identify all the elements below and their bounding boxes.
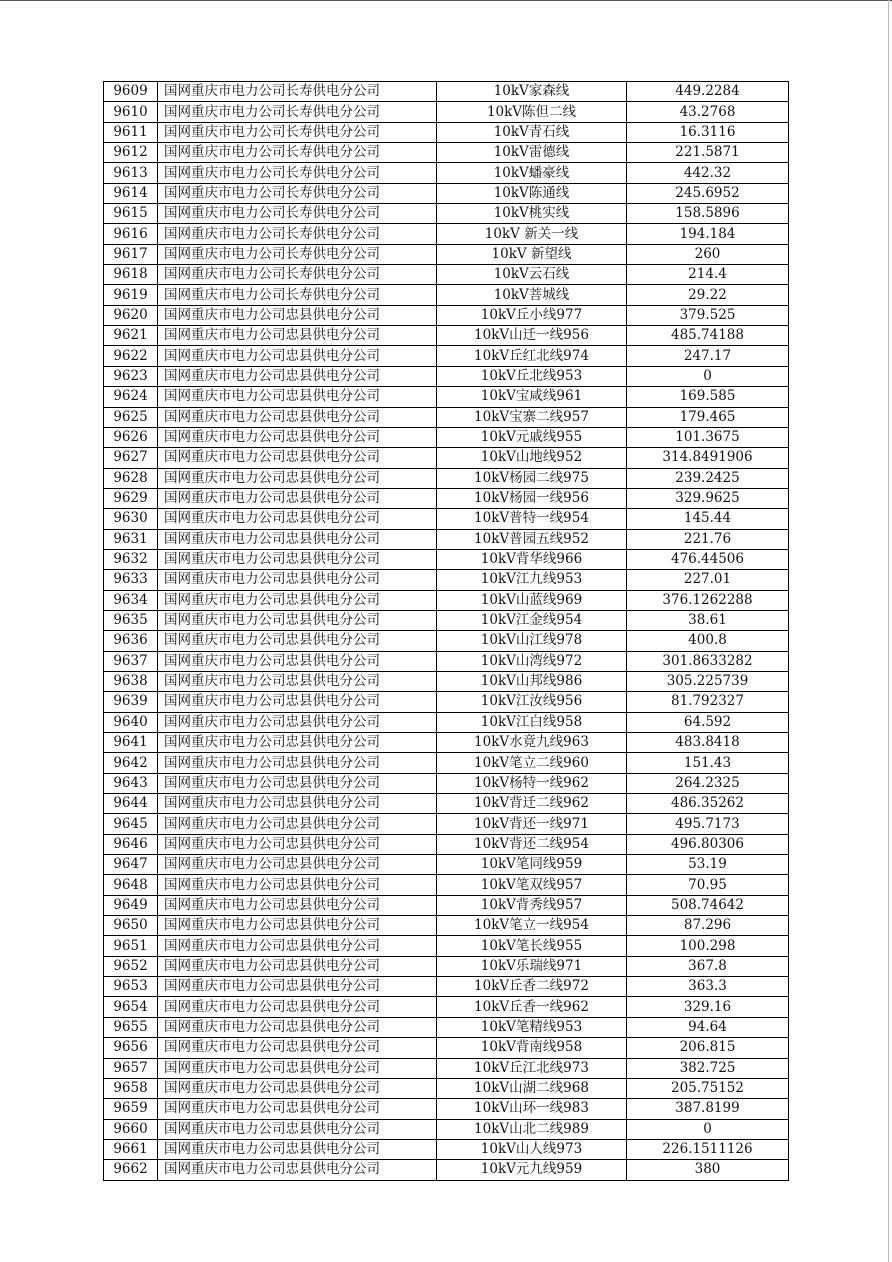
table-row	[104, 875, 789, 895]
row-number-cell: 9610	[104, 102, 158, 122]
line-value-cell: 101.3675	[627, 427, 789, 447]
table-row	[104, 285, 789, 305]
line-name-cell: 10kV家森线	[437, 82, 627, 102]
line-value-cell: 476.44506	[627, 549, 789, 569]
line-name-cell: 10kV杨特一线962	[437, 773, 627, 793]
company-name-cell: 国网重庆市电力公司忠县供电分公司	[158, 651, 437, 671]
company-name-cell: 国网重庆市电力公司忠县供电分公司	[158, 916, 437, 936]
row-number-cell: 9661	[104, 1139, 158, 1159]
row-number-cell: 9631	[104, 529, 158, 549]
company-name-cell: 国网重庆市电力公司忠县供电分公司	[158, 671, 437, 691]
table-row	[104, 895, 789, 915]
company-name-cell: 国网重庆市电力公司忠县供电分公司	[158, 590, 437, 610]
table-row	[104, 794, 789, 814]
line-name-cell: 10kV山北二线989	[437, 1119, 627, 1139]
company-name-cell: 国网重庆市电力公司忠县供电分公司	[158, 427, 437, 447]
line-value-cell: 449.2284	[627, 82, 789, 102]
line-value-cell: 53.19	[627, 855, 789, 875]
row-number-cell: 9616	[104, 224, 158, 244]
table-row	[104, 1119, 789, 1139]
line-name-cell: 10kV 新关一线	[437, 224, 627, 244]
line-value-cell: 87.296	[627, 916, 789, 936]
line-value-cell: 94.64	[627, 1017, 789, 1037]
company-name-cell: 国网重庆市电力公司忠县供电分公司	[158, 468, 437, 488]
row-number-cell: 9645	[104, 814, 158, 834]
table-row	[104, 631, 789, 651]
row-number-cell: 9632	[104, 549, 158, 569]
company-name-cell: 国网重庆市电力公司忠县供电分公司	[158, 448, 437, 468]
row-number-cell: 9652	[104, 956, 158, 976]
row-number-cell: 9642	[104, 753, 158, 773]
row-number-cell: 9647	[104, 855, 158, 875]
line-value-cell: 486.35262	[627, 794, 789, 814]
row-number-cell: 9658	[104, 1078, 158, 1098]
row-number-cell: 9659	[104, 1099, 158, 1119]
company-name-cell: 国网重庆市电力公司忠县供电分公司	[158, 610, 437, 630]
row-number-cell: 9615	[104, 204, 158, 224]
row-number-cell: 9625	[104, 407, 158, 427]
line-name-cell: 10kV元戚线955	[437, 427, 627, 447]
line-value-cell: 496.80306	[627, 834, 789, 854]
company-name-cell: 国网重庆市电力公司长寿供电分公司	[158, 82, 437, 102]
table-row	[104, 163, 789, 183]
line-name-cell: 10kV桃实线	[437, 204, 627, 224]
company-name-cell: 国网重庆市电力公司忠县供电分公司	[158, 326, 437, 346]
table-row	[104, 143, 789, 163]
page-top-border	[0, 0, 892, 1]
row-number-cell: 9640	[104, 712, 158, 732]
table-row	[104, 1058, 789, 1078]
row-number-cell: 9653	[104, 977, 158, 997]
company-name-cell: 国网重庆市电力公司忠县供电分公司	[158, 1038, 437, 1058]
line-name-cell: 10kV笔双线957	[437, 875, 627, 895]
company-name-cell: 国网重庆市电力公司忠县供电分公司	[158, 875, 437, 895]
line-name-cell: 10kV丘香一线962	[437, 997, 627, 1017]
row-number-cell: 9618	[104, 265, 158, 285]
line-name-cell: 10kV山邦线986	[437, 671, 627, 691]
line-value-cell: 264.2325	[627, 773, 789, 793]
line-name-cell: 10kV笔同线959	[437, 855, 627, 875]
company-name-cell: 国网重庆市电力公司忠县供电分公司	[158, 529, 437, 549]
line-value-cell: 367.8	[627, 956, 789, 976]
company-name-cell: 国网重庆市电力公司长寿供电分公司	[158, 163, 437, 183]
line-name-cell: 10kV蟠豪线	[437, 163, 627, 183]
line-value-cell: 387.8199	[627, 1099, 789, 1119]
line-value-cell: 158.5896	[627, 204, 789, 224]
row-number-cell: 9611	[104, 122, 158, 142]
line-name-cell: 10kV云石线	[437, 265, 627, 285]
line-value-cell: 221.76	[627, 529, 789, 549]
line-value-cell: 70.95	[627, 875, 789, 895]
table-row	[104, 488, 789, 508]
line-name-cell: 10kV丘北线953	[437, 366, 627, 386]
line-value-cell: 314.8491906	[627, 448, 789, 468]
company-name-cell: 国网重庆市电力公司忠县供电分公司	[158, 936, 437, 956]
row-number-cell: 9650	[104, 916, 158, 936]
line-value-cell: 247.17	[627, 346, 789, 366]
line-value-cell: 0	[627, 366, 789, 386]
table-row	[104, 1078, 789, 1098]
line-value-cell: 380	[627, 1160, 789, 1180]
table-row	[104, 997, 789, 1017]
line-value-cell: 239.2425	[627, 468, 789, 488]
row-number-cell: 9621	[104, 326, 158, 346]
company-name-cell: 国网重庆市电力公司长寿供电分公司	[158, 224, 437, 244]
company-name-cell: 国网重庆市电力公司忠县供电分公司	[158, 834, 437, 854]
table-row	[104, 936, 789, 956]
company-name-cell: 国网重庆市电力公司忠县供电分公司	[158, 814, 437, 834]
row-number-cell: 9628	[104, 468, 158, 488]
line-name-cell: 10kV青石线	[437, 122, 627, 142]
table-row	[104, 1017, 789, 1037]
company-name-cell: 国网重庆市电力公司忠县供电分公司	[158, 1058, 437, 1078]
table-row	[104, 570, 789, 590]
line-value-cell: 100.298	[627, 936, 789, 956]
company-name-cell: 国网重庆市电力公司忠县供电分公司	[158, 1139, 437, 1159]
company-name-cell: 国网重庆市电力公司忠县供电分公司	[158, 956, 437, 976]
company-name-cell: 国网重庆市电力公司长寿供电分公司	[158, 244, 437, 264]
row-number-cell: 9626	[104, 427, 158, 447]
table-row	[104, 82, 789, 102]
line-value-cell: 43.2768	[627, 102, 789, 122]
line-name-cell: 10kV山迁一线956	[437, 326, 627, 346]
row-number-cell: 9620	[104, 305, 158, 325]
table-body	[104, 82, 789, 1181]
table-row	[104, 651, 789, 671]
row-number-cell: 9614	[104, 183, 158, 203]
company-name-cell: 国网重庆市电力公司忠县供电分公司	[158, 366, 437, 386]
table-row	[104, 122, 789, 142]
row-number-cell: 9648	[104, 875, 158, 895]
line-name-cell: 10kV山环一线983	[437, 1099, 627, 1119]
line-value-cell: 205.75152	[627, 1078, 789, 1098]
row-number-cell: 9641	[104, 733, 158, 753]
row-number-cell: 9654	[104, 997, 158, 1017]
line-name-cell: 10kV山湖二线968	[437, 1078, 627, 1098]
company-name-cell: 国网重庆市电力公司长寿供电分公司	[158, 143, 437, 163]
company-name-cell: 国网重庆市电力公司忠县供电分公司	[158, 753, 437, 773]
line-value-cell: 81.792327	[627, 692, 789, 712]
line-value-cell: 495.7173	[627, 814, 789, 834]
line-name-cell: 10kV丘香二线972	[437, 977, 627, 997]
line-name-cell: 10kV水竟九线963	[437, 733, 627, 753]
company-name-cell: 国网重庆市电力公司忠县供电分公司	[158, 488, 437, 508]
line-name-cell: 10kV背南线958	[437, 1038, 627, 1058]
table-row	[104, 326, 789, 346]
company-name-cell: 国网重庆市电力公司忠县供电分公司	[158, 407, 437, 427]
row-number-cell: 9619	[104, 285, 158, 305]
line-value-cell: 329.16	[627, 997, 789, 1017]
line-value-cell: 483.8418	[627, 733, 789, 753]
table-row	[104, 529, 789, 549]
table-row	[104, 387, 789, 407]
line-name-cell: 10kV背秀线957	[437, 895, 627, 915]
line-value-cell: 329.9625	[627, 488, 789, 508]
line-value-cell: 179.465	[627, 407, 789, 427]
row-number-cell: 9612	[104, 143, 158, 163]
line-value-cell: 376.1262288	[627, 590, 789, 610]
company-name-cell: 国网重庆市电力公司忠县供电分公司	[158, 387, 437, 407]
line-value-cell: 485.74188	[627, 326, 789, 346]
table-row	[104, 692, 789, 712]
row-number-cell: 9624	[104, 387, 158, 407]
line-name-cell: 10kV笔立二线960	[437, 753, 627, 773]
row-number-cell: 9635	[104, 610, 158, 630]
table-row	[104, 1099, 789, 1119]
table-row	[104, 1160, 789, 1180]
row-number-cell: 9623	[104, 366, 158, 386]
line-name-cell: 10kV陈但二线	[437, 102, 627, 122]
row-number-cell: 9637	[104, 651, 158, 671]
line-name-cell: 10kV背华线966	[437, 549, 627, 569]
row-number-cell: 9644	[104, 794, 158, 814]
line-value-cell: 301.8633282	[627, 651, 789, 671]
row-number-cell: 9617	[104, 244, 158, 264]
table-row	[104, 733, 789, 753]
row-number-cell: 9609	[104, 82, 158, 102]
line-name-cell: 10kV丘江北线973	[437, 1058, 627, 1078]
line-value-cell: 206.815	[627, 1038, 789, 1058]
table-row	[104, 509, 789, 529]
row-number-cell: 9646	[104, 834, 158, 854]
table-row	[104, 183, 789, 203]
table-row	[104, 977, 789, 997]
table-row	[104, 265, 789, 285]
table-row	[104, 427, 789, 447]
line-value-cell: 38.61	[627, 610, 789, 630]
company-name-cell: 国网重庆市电力公司忠县供电分公司	[158, 549, 437, 569]
line-name-cell: 10kV江金线954	[437, 610, 627, 630]
line-value-cell: 214.4	[627, 265, 789, 285]
row-number-cell: 9613	[104, 163, 158, 183]
company-name-cell: 国网重庆市电力公司长寿供电分公司	[158, 285, 437, 305]
line-value-cell: 29.22	[627, 285, 789, 305]
line-value-cell: 221.5871	[627, 143, 789, 163]
company-name-cell: 国网重庆市电力公司忠县供电分公司	[158, 997, 437, 1017]
company-name-cell: 国网重庆市电力公司忠县供电分公司	[158, 631, 437, 651]
table-row	[104, 590, 789, 610]
line-value-cell: 260	[627, 244, 789, 264]
row-number-cell: 9643	[104, 773, 158, 793]
company-name-cell: 国网重庆市电力公司长寿供电分公司	[158, 122, 437, 142]
company-name-cell: 国网重庆市电力公司忠县供电分公司	[158, 794, 437, 814]
line-value-cell: 226.1511126	[627, 1139, 789, 1159]
company-name-cell: 国网重庆市电力公司忠县供电分公司	[158, 692, 437, 712]
line-name-cell: 10kV背还一线971	[437, 814, 627, 834]
line-value-cell: 194.184	[627, 224, 789, 244]
table-row	[104, 916, 789, 936]
line-value-cell: 379.525	[627, 305, 789, 325]
line-name-cell: 10kV背还二线954	[437, 834, 627, 854]
line-name-cell: 10kV笔精线953	[437, 1017, 627, 1037]
table-row	[104, 855, 789, 875]
line-name-cell: 10kV杨园二线975	[437, 468, 627, 488]
company-name-cell: 国网重庆市电力公司长寿供电分公司	[158, 102, 437, 122]
table-row	[104, 1038, 789, 1058]
line-value-cell: 0	[627, 1119, 789, 1139]
company-name-cell: 国网重庆市电力公司忠县供电分公司	[158, 733, 437, 753]
table-row	[104, 956, 789, 976]
company-name-cell: 国网重庆市电力公司忠县供电分公司	[158, 855, 437, 875]
line-name-cell: 10kV笔立一线954	[437, 916, 627, 936]
line-value-cell: 16.3116	[627, 122, 789, 142]
table-row	[104, 1139, 789, 1159]
row-number-cell: 9630	[104, 509, 158, 529]
line-value-cell: 382.725	[627, 1058, 789, 1078]
line-value-cell: 227.01	[627, 570, 789, 590]
row-number-cell: 9660	[104, 1119, 158, 1139]
line-value-cell: 400.8	[627, 631, 789, 651]
line-value-cell: 169.585	[627, 387, 789, 407]
table-row	[104, 224, 789, 244]
line-value-cell: 442.32	[627, 163, 789, 183]
company-name-cell: 国网重庆市电力公司忠县供电分公司	[158, 305, 437, 325]
line-name-cell: 10kV山人线973	[437, 1139, 627, 1159]
line-name-cell: 10kV丘小线977	[437, 305, 627, 325]
line-name-cell: 10kV雷德线	[437, 143, 627, 163]
row-number-cell: 9655	[104, 1017, 158, 1037]
company-name-cell: 国网重庆市电力公司忠县供电分公司	[158, 509, 437, 529]
company-name-cell: 国网重庆市电力公司忠县供电分公司	[158, 773, 437, 793]
table-row	[104, 814, 789, 834]
table-row	[104, 549, 789, 569]
line-name-cell: 10kV普特一线954	[437, 509, 627, 529]
line-name-cell: 10kV宝咸线961	[437, 387, 627, 407]
line-name-cell: 10kV杨园一线956	[437, 488, 627, 508]
line-name-cell: 10kV山江线978	[437, 631, 627, 651]
row-number-cell: 9651	[104, 936, 158, 956]
line-value-cell: 245.6952	[627, 183, 789, 203]
company-name-cell: 国网重庆市电力公司忠县供电分公司	[158, 570, 437, 590]
line-name-cell: 10kV 新望线	[437, 244, 627, 264]
line-name-cell: 10kV山地线952	[437, 448, 627, 468]
row-number-cell: 9638	[104, 671, 158, 691]
line-name-cell: 10kV背迁二线962	[437, 794, 627, 814]
line-value-cell: 151.43	[627, 753, 789, 773]
line-name-cell: 10kV乐瑞线971	[437, 956, 627, 976]
line-name-cell: 10kV普园五线952	[437, 529, 627, 549]
line-name-cell: 10kV丘红北线974	[437, 346, 627, 366]
company-name-cell: 国网重庆市电力公司忠县供电分公司	[158, 895, 437, 915]
line-name-cell: 10kV山湾线972	[437, 651, 627, 671]
line-name-cell: 10kV山蓝线969	[437, 590, 627, 610]
row-number-cell: 9633	[104, 570, 158, 590]
table-row	[104, 834, 789, 854]
row-number-cell: 9636	[104, 631, 158, 651]
table-row	[104, 204, 789, 224]
table-row	[104, 407, 789, 427]
line-value-cell: 305.225739	[627, 671, 789, 691]
row-number-cell: 9657	[104, 1058, 158, 1078]
power-line-table	[103, 81, 789, 1181]
table-row	[104, 468, 789, 488]
table-row	[104, 102, 789, 122]
line-name-cell: 10kV笔长线955	[437, 936, 627, 956]
row-number-cell: 9627	[104, 448, 158, 468]
line-value-cell: 508.74642	[627, 895, 789, 915]
table-row	[104, 346, 789, 366]
company-name-cell: 国网重庆市电力公司忠县供电分公司	[158, 346, 437, 366]
line-value-cell: 363.3	[627, 977, 789, 997]
company-name-cell: 国网重庆市电力公司长寿供电分公司	[158, 265, 437, 285]
table-row	[104, 671, 789, 691]
row-number-cell: 9629	[104, 488, 158, 508]
table-row	[104, 448, 789, 468]
table-row	[104, 753, 789, 773]
line-name-cell: 10kV元九线959	[437, 1160, 627, 1180]
table-row	[104, 712, 789, 732]
row-number-cell: 9662	[104, 1160, 158, 1180]
table-row	[104, 773, 789, 793]
line-name-cell: 10kV菩城线	[437, 285, 627, 305]
row-number-cell: 9649	[104, 895, 158, 915]
table-row	[104, 305, 789, 325]
company-name-cell: 国网重庆市电力公司忠县供电分公司	[158, 1119, 437, 1139]
line-name-cell: 10kV陈通线	[437, 183, 627, 203]
row-number-cell: 9656	[104, 1038, 158, 1058]
company-name-cell: 国网重庆市电力公司忠县供电分公司	[158, 1099, 437, 1119]
company-name-cell: 国网重庆市电力公司长寿供电分公司	[158, 204, 437, 224]
table-row	[104, 610, 789, 630]
company-name-cell: 国网重庆市电力公司忠县供电分公司	[158, 712, 437, 732]
row-number-cell: 9634	[104, 590, 158, 610]
company-name-cell: 国网重庆市电力公司忠县供电分公司	[158, 1078, 437, 1098]
line-value-cell: 64.592	[627, 712, 789, 732]
line-name-cell: 10kV江九线953	[437, 570, 627, 590]
company-name-cell: 国网重庆市电力公司忠县供电分公司	[158, 1160, 437, 1180]
page-right-border	[888, 0, 889, 1262]
line-value-cell: 145.44	[627, 509, 789, 529]
line-name-cell: 10kV江汝线956	[437, 692, 627, 712]
table-row	[104, 244, 789, 264]
company-name-cell: 国网重庆市电力公司忠县供电分公司	[158, 1017, 437, 1037]
table-row	[104, 366, 789, 386]
row-number-cell: 9622	[104, 346, 158, 366]
line-name-cell: 10kV江白线958	[437, 712, 627, 732]
company-name-cell: 国网重庆市电力公司长寿供电分公司	[158, 183, 437, 203]
company-name-cell: 国网重庆市电力公司忠县供电分公司	[158, 977, 437, 997]
line-name-cell: 10kV宝寨二线957	[437, 407, 627, 427]
row-number-cell: 9639	[104, 692, 158, 712]
